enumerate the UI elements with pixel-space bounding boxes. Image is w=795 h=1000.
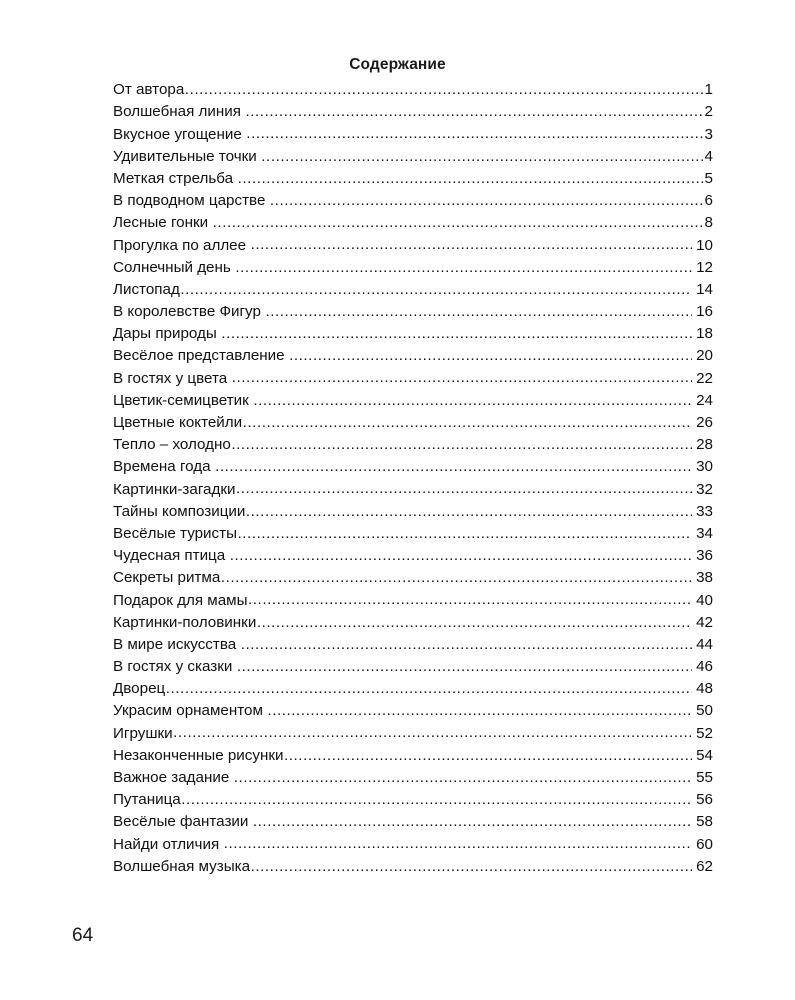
toc-dot-leader xyxy=(224,833,692,848)
toc-entry-label: Чудесная птица xyxy=(113,547,226,565)
toc-entry-label: В гостях у сказки xyxy=(113,658,233,676)
toc-dot-leader xyxy=(181,789,692,804)
toc-entry[interactable] xyxy=(113,456,713,478)
toc-entry-label: Удивительные точки xyxy=(113,147,257,165)
toc-dot-leader xyxy=(221,567,692,582)
toc-entry[interactable] xyxy=(113,279,713,301)
toc-entry-label: Секреты ритма xyxy=(113,569,221,587)
toc-entry[interactable] xyxy=(113,833,713,855)
toc-entry-label: Дары природы xyxy=(113,325,217,343)
page-title: Содержание xyxy=(349,56,446,73)
toc-entry[interactable] xyxy=(113,345,713,367)
toc-dot-leader xyxy=(231,434,692,449)
toc-entry-label: Весёлые туристы xyxy=(113,524,238,542)
toc-entry-page-number: 58 xyxy=(696,813,713,831)
toc-entry-label: Вкусное угощение xyxy=(113,125,242,143)
toc-entry-label: Цветик-семицветик xyxy=(113,391,249,409)
toc-entry-page-number: 14 xyxy=(696,280,713,298)
toc-dot-leader xyxy=(230,545,692,560)
toc-entry-page-number: 50 xyxy=(696,702,713,720)
toc-dot-leader xyxy=(246,123,704,138)
toc-dot-leader xyxy=(215,456,692,471)
toc-entry[interactable] xyxy=(113,478,713,500)
toc-entry-page-number: 32 xyxy=(696,480,713,498)
toc-dot-leader xyxy=(253,390,692,405)
toc-entry[interactable] xyxy=(113,234,713,256)
toc-entry-label: Меткая стрельба xyxy=(113,169,234,187)
toc-entry-label: Листопад xyxy=(113,280,180,298)
toc-dot-leader xyxy=(267,700,692,715)
toc-entry-label: Игрушки xyxy=(113,724,173,742)
toc-entry-page-number: 30 xyxy=(696,458,713,476)
toc-entry-page-number: 60 xyxy=(696,835,713,853)
toc-dot-leader xyxy=(173,722,692,737)
toc-entry-label: Прогулка по аллее xyxy=(113,236,247,254)
toc-entry-page-number: 33 xyxy=(696,502,713,520)
toc-dot-leader xyxy=(243,412,692,427)
toc-dot-leader xyxy=(251,234,693,249)
toc-entry-page-number: 6 xyxy=(704,192,713,210)
toc-dot-leader xyxy=(251,856,693,871)
toc-entry[interactable] xyxy=(113,589,713,611)
toc-entry[interactable] xyxy=(113,678,713,700)
toc-entry-label: Дворец xyxy=(113,680,166,698)
toc-dot-leader xyxy=(257,612,692,627)
toc-entry-page-number: 16 xyxy=(696,303,713,321)
toc-entry[interactable] xyxy=(113,612,713,634)
toc-entry-label: Весёлое представление xyxy=(113,347,285,365)
toc-entry-page-number: 38 xyxy=(696,569,713,587)
toc-dot-leader xyxy=(241,634,692,649)
toc-entry-page-number: 20 xyxy=(696,347,713,365)
toc-dot-leader xyxy=(237,656,692,671)
toc-entry-page-number: 62 xyxy=(696,857,713,875)
toc-entry-page-number: 4 xyxy=(704,147,713,165)
toc-entry-label: Подарок для мамы xyxy=(113,591,248,609)
toc-entry-page-number: 34 xyxy=(696,524,713,542)
toc-entry-page-number: 8 xyxy=(704,214,713,232)
toc-entry-page-number: 10 xyxy=(696,236,713,254)
toc-entry[interactable] xyxy=(113,323,713,345)
toc-entry[interactable] xyxy=(113,390,713,412)
toc-entry-page-number: 52 xyxy=(696,724,713,742)
toc-entry[interactable] xyxy=(113,146,713,168)
toc-dot-leader xyxy=(289,345,692,360)
toc-entry-label: Цветные коктейли xyxy=(113,414,243,431)
toc-dot-leader xyxy=(284,745,692,760)
toc-entry-label: Тепло – холодно xyxy=(113,436,231,454)
toc-entry[interactable] xyxy=(113,523,713,545)
toc-entry-label: Лесные гонки xyxy=(113,214,209,232)
toc-entry-page-number: 48 xyxy=(696,680,713,698)
toc-dot-leader xyxy=(238,168,704,183)
toc-entry-label: Важное задание xyxy=(113,769,230,786)
toc-entry-label: В королевстве Фигур xyxy=(113,303,261,321)
toc-entry-label: Солнечный день xyxy=(113,258,231,276)
toc-entry-page-number: 56 xyxy=(696,791,713,809)
toc-entry[interactable] xyxy=(113,700,713,722)
toc-entry[interactable] xyxy=(113,656,713,678)
toc-entry-page-number: 40 xyxy=(696,591,713,609)
toc-entry[interactable] xyxy=(113,190,713,212)
toc-entry[interactable] xyxy=(113,101,713,123)
toc-dot-leader xyxy=(253,811,692,826)
toc-entry-page-number: 12 xyxy=(696,258,713,276)
toc-entry-page-number: 54 xyxy=(696,746,713,764)
toc-entry-label: Времена года xyxy=(113,458,211,476)
toc-entry[interactable] xyxy=(113,79,713,101)
toc-entry-label: Найди отличия xyxy=(113,835,220,853)
toc-entry-label: Путаница xyxy=(113,791,181,809)
toc-entry[interactable] xyxy=(113,745,713,767)
toc-entry-label: Волшебная линия xyxy=(113,103,241,121)
toc-dot-leader xyxy=(238,523,693,538)
toc-entry-label: В гостях у цвета xyxy=(113,369,228,387)
toc-dot-leader xyxy=(261,146,704,161)
toc-entry-page-number: 1 xyxy=(704,81,713,99)
toc-entry-page-number: 46 xyxy=(696,658,713,676)
toc-dot-leader xyxy=(236,478,692,493)
toc-entry[interactable] xyxy=(113,634,713,656)
toc-entry[interactable] xyxy=(113,856,713,878)
toc-entry[interactable] xyxy=(113,168,713,190)
toc-entry-label: Картинки-половинки xyxy=(113,613,257,631)
toc-entry-label: Тайны композиции xyxy=(113,502,246,520)
toc-dot-leader xyxy=(246,501,692,516)
toc-entry-label: Весёлые фантазии xyxy=(113,813,249,831)
toc-dot-leader xyxy=(213,212,704,227)
toc-dot-leader xyxy=(221,323,692,338)
toc-dot-leader xyxy=(235,257,692,272)
toc-entry[interactable] xyxy=(113,811,713,833)
toc-entry-page-number: 42 xyxy=(696,613,713,631)
toc-entry[interactable] xyxy=(113,301,713,323)
toc-entry-page-number: 28 xyxy=(696,436,713,454)
toc-entry[interactable] xyxy=(113,257,713,279)
toc-entry-label: Украсим орнаментом xyxy=(113,702,263,720)
toc-entry[interactable] xyxy=(113,367,713,389)
toc-dot-leader xyxy=(245,101,704,116)
toc-entry-page-number: 36 xyxy=(696,547,713,565)
toc-entry[interactable] xyxy=(113,501,713,523)
toc-dot-leader xyxy=(270,190,704,205)
toc-entry-label: Незаконченные рисунки xyxy=(113,746,284,764)
toc-entry-page-number: 22 xyxy=(696,369,713,387)
toc-entry[interactable] xyxy=(113,212,713,234)
folio-page-number: 64 xyxy=(72,925,94,946)
toc-entry-label: Картинки-загадки xyxy=(113,480,236,498)
toc-dot-leader xyxy=(232,367,692,382)
toc-dot-leader xyxy=(248,589,692,604)
toc-entry-page-number: 55 xyxy=(696,769,713,786)
table-of-contents-list xyxy=(113,79,713,878)
toc-entry[interactable] xyxy=(113,545,713,567)
toc-entry-page-number: 5 xyxy=(704,169,713,187)
toc-dot-leader xyxy=(234,767,692,782)
toc-entry-label: Волшебная музыка xyxy=(113,857,251,875)
toc-entry-page-number: 26 xyxy=(696,414,713,431)
toc-entry[interactable] xyxy=(113,412,713,434)
toc-entry[interactable] xyxy=(113,434,713,456)
toc-dot-leader xyxy=(180,279,692,294)
toc-entry-label: В мире искусства xyxy=(113,635,237,653)
toc-dot-leader xyxy=(185,79,704,94)
toc-dot-leader xyxy=(166,678,692,693)
toc-entry-page-number: 18 xyxy=(696,325,713,343)
toc-entry-page-number: 24 xyxy=(696,391,713,409)
toc-entry[interactable] xyxy=(113,567,713,589)
toc-entry[interactable] xyxy=(113,789,713,811)
toc-entry[interactable] xyxy=(113,722,713,744)
toc-entry-page-number: 44 xyxy=(696,635,713,653)
toc-entry[interactable] xyxy=(113,123,713,145)
toc-entry-page-number: 2 xyxy=(704,103,713,121)
toc-entry-page-number: 3 xyxy=(704,125,713,143)
toc-dot-leader xyxy=(265,301,692,316)
toc-entry-label: В подводном царстве xyxy=(113,192,266,210)
toc-entry[interactable] xyxy=(113,767,713,789)
toc-entry-label: От автора xyxy=(113,81,185,99)
